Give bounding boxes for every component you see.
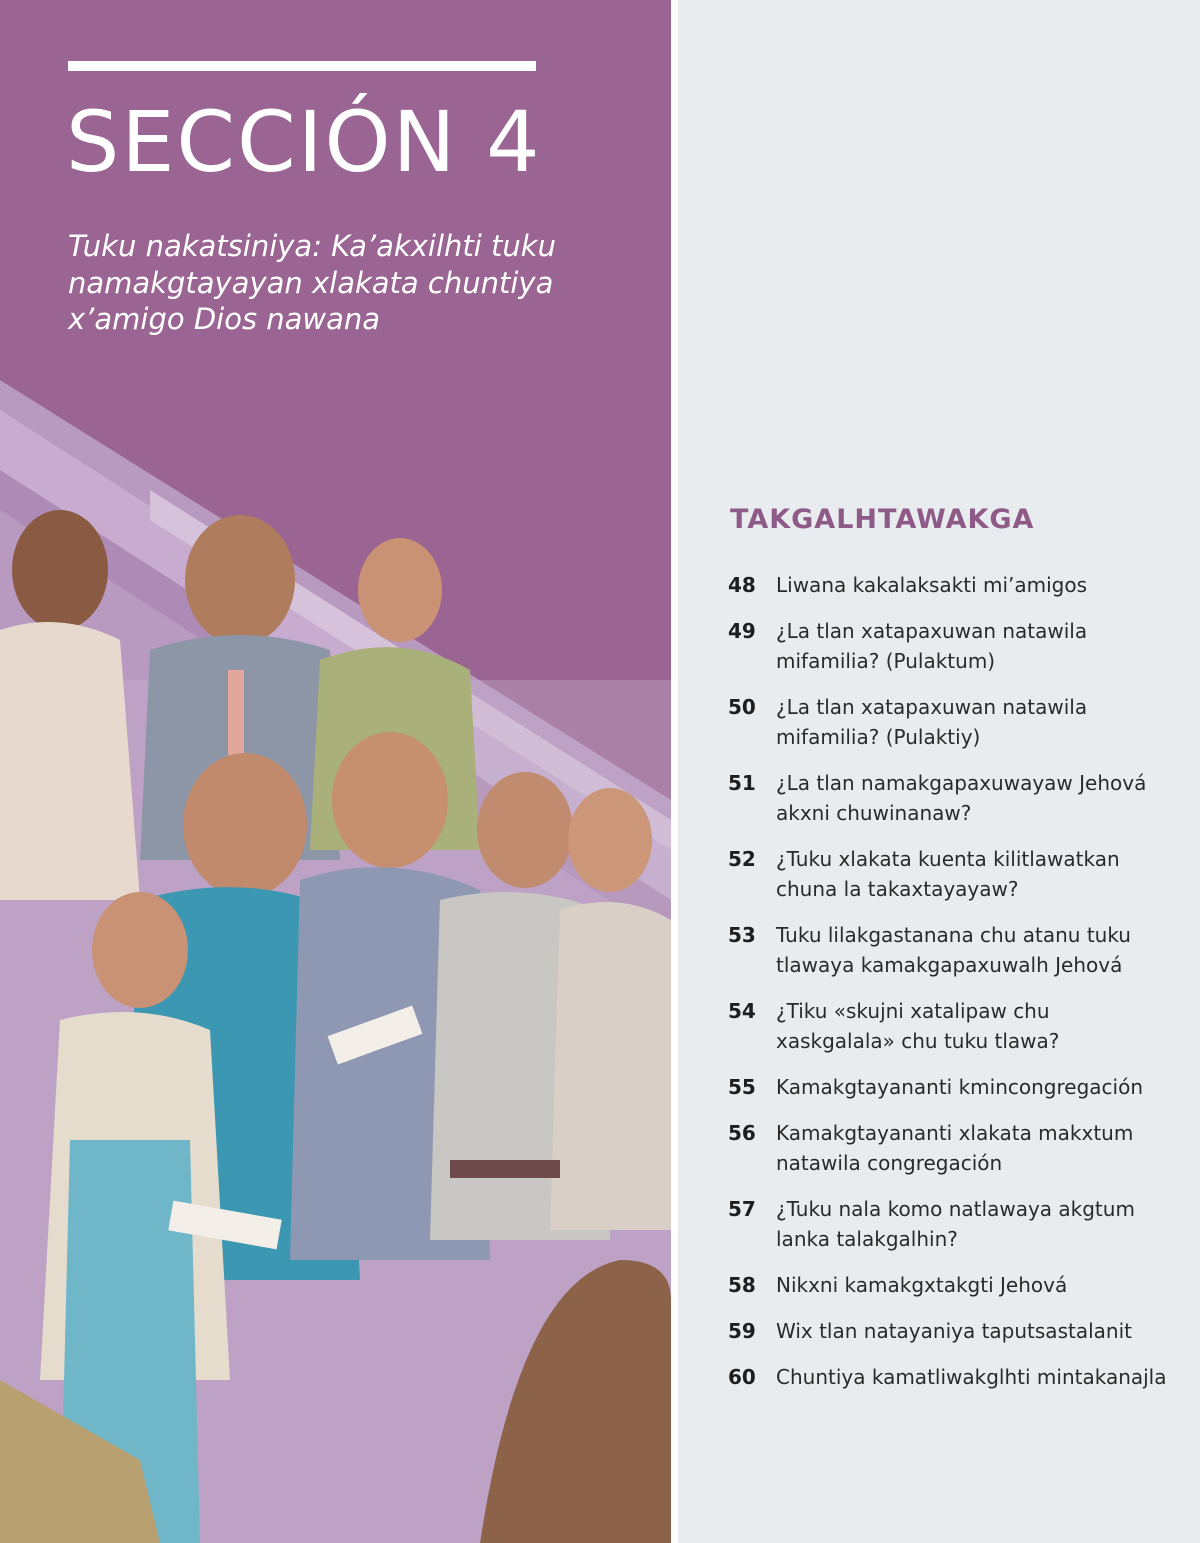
section-subtitle: Tuku nakatsiniya: Ka’akxilhti tuku namakgtayayan xlakata chuntiya x’amigo Dios nawana <box>68 229 556 337</box>
toc-title: ¿La tlan xatapaxuwan natawila mifamilia? (Pulaktum) <box>776 619 1088 673</box>
toc-number: 53 <box>728 923 756 947</box>
toc-number: 60 <box>728 1365 756 1389</box>
toc-title: Kamakgtayananti xlakata makxtum natawila congregación <box>776 1121 1134 1175</box>
contents-heading: TAKGALHTAWAKGA <box>730 504 1035 535</box>
toc-number: 59 <box>728 1319 756 1343</box>
toc-title: ¿Tuku nala komo natlawaya akgtum lanka talakgalhin? <box>776 1197 1135 1251</box>
panel-divider <box>671 0 678 1543</box>
toc-title: ¿Tuku xlakata kuenta kilitlawatkan chuna la takaxtayayaw? <box>776 847 1120 901</box>
toc-title: ¿La tlan namakgapaxuwayaw Jehová akxni chuwinanaw? <box>776 771 1147 825</box>
toc-number: 52 <box>728 847 756 871</box>
toc-item-50[interactable] <box>728 692 1168 752</box>
toc-item-56[interactable] <box>728 1118 1168 1178</box>
toc-item-54[interactable] <box>728 996 1168 1056</box>
toc-title: Kamakgtayananti kmincongregación <box>776 1075 1143 1099</box>
toc-title: Tuku lilakgastanana chu atanu tuku tlawaya kamakgapaxuwalh Jehová <box>776 923 1131 977</box>
congregation-illustration <box>0 380 671 1543</box>
toc-number: 51 <box>728 771 756 795</box>
toc-number: 56 <box>728 1121 756 1145</box>
toc-title: ¿Tiku «skujni xatalipaw chu xaskgalala» chu tuku tlawa? <box>776 999 1060 1053</box>
toc-item-55[interactable] <box>728 1072 1168 1102</box>
toc-title: Liwana kakalaksakti mi’amigos <box>776 573 1088 597</box>
toc-title: Nikxni kamakgxtakgti Jehová <box>776 1273 1068 1297</box>
toc-item-48[interactable] <box>728 570 1168 600</box>
toc-number: 48 <box>728 573 756 597</box>
toc-number: 55 <box>728 1075 756 1099</box>
toc-number: 50 <box>728 695 756 719</box>
title-rule <box>68 61 536 71</box>
toc-title: Chuntiya kamatliwakglhti mintakanajla <box>776 1365 1167 1389</box>
toc-number: 54 <box>728 999 756 1023</box>
toc-number: 58 <box>728 1273 756 1297</box>
contents-list <box>728 570 1168 1408</box>
toc-title: Wix tlan natayaniya taputsastalanit <box>776 1319 1132 1343</box>
section-title: SECCIÓN 4 <box>66 93 542 191</box>
toc-item-59[interactable] <box>728 1316 1168 1346</box>
toc-item-49[interactable] <box>728 616 1168 676</box>
toc-item-60[interactable] <box>728 1362 1168 1392</box>
toc-item-53[interactable] <box>728 920 1168 980</box>
contents-panel <box>678 0 1200 1543</box>
toc-item-57[interactable] <box>728 1194 1168 1254</box>
toc-number: 57 <box>728 1197 756 1221</box>
toc-title: ¿La tlan xatapaxuwan natawila mifamilia? (Pulaktiy) <box>776 695 1088 749</box>
tablet <box>450 1160 560 1178</box>
toc-number: 49 <box>728 619 756 643</box>
toc-item-58[interactable] <box>728 1270 1168 1300</box>
toc-item-51[interactable] <box>728 768 1168 828</box>
toc-item-52[interactable] <box>728 844 1168 904</box>
